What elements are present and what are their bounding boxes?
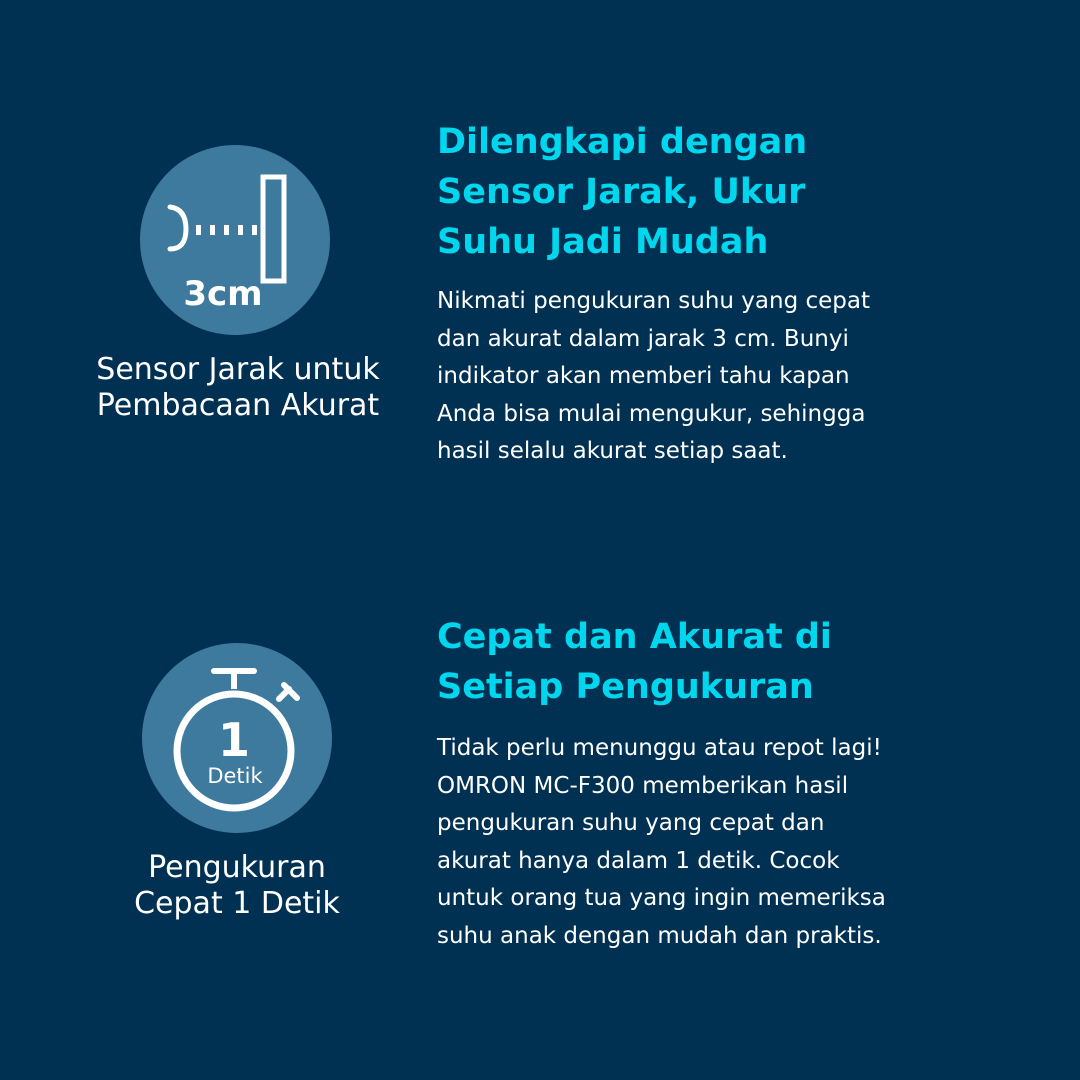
description-line: akurat hanya dalam 1 detik. Cocok bbox=[437, 847, 840, 874]
heading-line: Suhu Jadi Mudah bbox=[437, 222, 769, 262]
description-line: untuk orang tua yang ingin memeriksa bbox=[437, 885, 886, 911]
heading-line: Dilengkapi dengan bbox=[437, 122, 808, 162]
caption-line: Pengukuran bbox=[148, 850, 326, 885]
distance-label: 3cm bbox=[183, 274, 263, 314]
caption-line: Cepat 1 Detik bbox=[134, 886, 340, 921]
stopwatch-unit-label: Detik bbox=[207, 764, 263, 788]
feature-caption bbox=[68, 352, 408, 424]
description-line: indikator akan memberi tahu kapan bbox=[437, 363, 850, 389]
feature-fast-measurement bbox=[0, 540, 1080, 1080]
heading-line: Setiap Pengukuran bbox=[437, 667, 814, 707]
description-line: Nikmati pengukuran suhu yang cepat bbox=[437, 288, 870, 314]
feature-description bbox=[437, 283, 977, 471]
description-line: suhu anak dengan mudah dan praktis. bbox=[437, 922, 882, 949]
heading-line: Cepat dan Akurat di bbox=[437, 617, 832, 657]
distance-sensor-icon bbox=[140, 145, 330, 335]
heading-line: Sensor Jarak, Ukur bbox=[437, 172, 806, 212]
feature-description bbox=[437, 730, 977, 955]
description-line: Anda bisa mulai mengukur, sehingga bbox=[437, 400, 866, 427]
description-line: Tidak perlu menunggu atau repot lagi! bbox=[437, 735, 882, 761]
caption-line: Sensor Jarak untuk bbox=[96, 352, 380, 387]
stopwatch-number: 1 bbox=[217, 713, 251, 767]
feature-heading bbox=[437, 612, 997, 712]
description-line: dan akurat dalam jarak 3 cm. Bunyi bbox=[437, 325, 849, 352]
description-line: OMRON MC-F300 memberikan hasil bbox=[437, 772, 849, 799]
caption-line: Pembacaan Akurat bbox=[96, 388, 380, 423]
description-line: pengukuran suhu yang cepat dan bbox=[437, 810, 825, 836]
feature-heading bbox=[437, 117, 997, 267]
stopwatch-icon bbox=[142, 643, 332, 833]
feature-caption bbox=[67, 850, 407, 922]
description-line: hasil selalu akurat setiap saat. bbox=[437, 438, 788, 464]
